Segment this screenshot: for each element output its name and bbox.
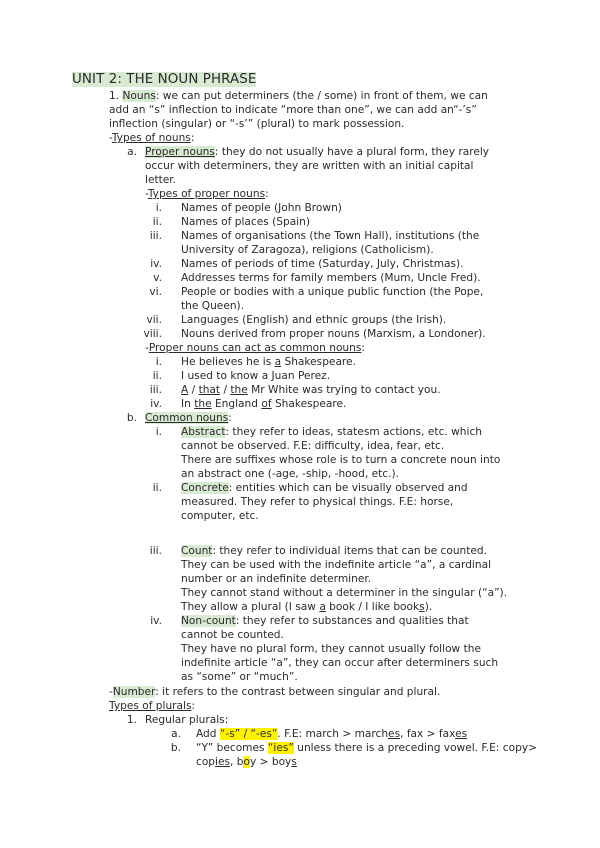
concrete-line: Concrete: entities which can be visually observed and [181, 482, 468, 494]
list-marker: iii. [149, 384, 162, 396]
list-marker: i. [155, 202, 162, 214]
list-marker: iv. [150, 615, 162, 627]
list-marker: iv. [150, 398, 162, 410]
page-title: UNIT 2: THE NOUN PHRASE [72, 72, 257, 87]
list-marker: a. [171, 728, 181, 740]
list-marker: v. [153, 272, 162, 284]
example-item: I used to know a Juan Perez. [181, 370, 331, 382]
concrete-line: measured. They refer to physical things. F.E: horse, [181, 496, 454, 508]
proper-nouns-line: occur with determiners, they are written with an initial capital [145, 160, 474, 172]
list-item: Names of organisations (the Town Hall), institutions (the [181, 230, 480, 242]
list-marker: b. [170, 742, 181, 754]
list-item: Names of people (John Brown) [181, 202, 342, 214]
example-item: In the England of Shakespeare. [181, 398, 347, 410]
abstract-line: There are suffixes whose role is to turn a concrete noun into [181, 454, 501, 466]
proper-nouns-line: letter. [145, 174, 177, 186]
number-line: -Number: it refers to the contrast between singular and plural. [109, 686, 441, 698]
plural-rule-b: copies, boy > boys [196, 756, 297, 768]
count-line: number or an indefinite determiner. [181, 573, 372, 585]
list-marker: iii. [149, 230, 162, 242]
common-nouns-heading: Common nouns: [145, 412, 232, 424]
list-item: Nouns derived from proper nouns (Marxism, a Londoner). [181, 328, 486, 340]
count-line: Count: they refer to individual items that can be counted. [181, 545, 488, 557]
noncount-line: They have no plural form, they cannot usually follow the [181, 643, 481, 655]
proper-nouns-term: Proper nouns [145, 146, 215, 158]
list-item: University of Zaragoza), religions (Catholicism). [181, 244, 434, 256]
count-line: They can be used with the indefinite article “a”, a cardinal [181, 559, 492, 571]
list-item: People or bodies with a unique public function (the Pope, [181, 286, 484, 298]
list-marker: i. [155, 356, 162, 368]
proper-nouns-line: Proper nouns: they do not usually have a plural form, they rarely [145, 146, 490, 158]
nouns-definition-line: inflection (singular) or “-s’” (plural) to mark possession. [109, 118, 405, 130]
list-marker: viii. [143, 328, 162, 340]
noncount-line: cannot be counted. [181, 629, 284, 641]
list-marker: iv. [150, 258, 162, 270]
types-of-plurals-heading: Types of plurals: [109, 700, 196, 712]
noncount-line: indefinite article “a”, they can occur after determiners such [181, 657, 499, 669]
list-marker: iii. [149, 545, 162, 557]
abstract-line: cannot be observed. F.E: difficulty, idea, fear, etc. [181, 440, 445, 452]
list-item: the Queen). [181, 300, 245, 312]
example-item: He believes he is a Shakespeare. [181, 356, 356, 368]
nouns-definition-line: add an “s” inflection to indicate “more than one”, we can add an“-’s” [109, 104, 477, 116]
noncount-line: Non-count: they refer to substances and qualities that [181, 615, 469, 627]
list-marker: ii. [152, 482, 162, 494]
list-marker: 1. [126, 714, 137, 726]
list-item: Names of places (Spain) [181, 216, 310, 228]
noncount-line: as “some” or “much”. [181, 671, 298, 683]
list-item: Languages (English) and ethnic groups (the Irish). [181, 314, 447, 326]
plural-rule-b: “Y” becomes “ies” unless there is a preceding vowel. F.E: copy> [196, 742, 537, 754]
count-line: They cannot stand without a determiner in the singular (“a”). [181, 587, 508, 599]
nouns-definition-line: 1. Nouns: we can put determiners (the / some) in front of them, we can [109, 90, 488, 102]
list-marker: a. [127, 146, 137, 158]
abstract-line: an abstract one (-age, -ship, -hood, etc.). [181, 468, 399, 480]
concrete-line: computer, etc. [181, 510, 259, 522]
list-marker: vi. [149, 286, 162, 298]
list-marker: vii. [146, 314, 162, 326]
list-marker: ii. [152, 216, 162, 228]
nouns-term: Nouns [122, 90, 156, 102]
abstract-line: Abstract: they refer to ideas, statesm actions, etc. which [181, 426, 482, 438]
plural-rule-a: Add “-s” / “-es”. F.E: march > marches, fax > faxes [196, 728, 468, 740]
types-of-nouns-heading: -Types of nouns: [109, 132, 195, 144]
types-of-proper-nouns-heading: -Types of proper nouns: [145, 188, 269, 200]
list-item: Addresses terms for family members (Mum, Uncle Fred). [181, 272, 481, 284]
regular-plurals-heading: Regular plurals: [145, 714, 229, 726]
count-line: They allow a plural (I saw a book / I like books). [181, 601, 433, 613]
list-item: Names of periods of time (Saturday, July, Christmas). [181, 258, 464, 270]
example-item: A / that / the Mr White was trying to contact you. [181, 384, 441, 396]
proper-as-common-heading: -Proper nouns can act as common nouns: [145, 342, 365, 354]
list-marker: ii. [152, 370, 162, 382]
list-marker: b. [126, 412, 137, 424]
list-marker: i. [155, 426, 162, 438]
